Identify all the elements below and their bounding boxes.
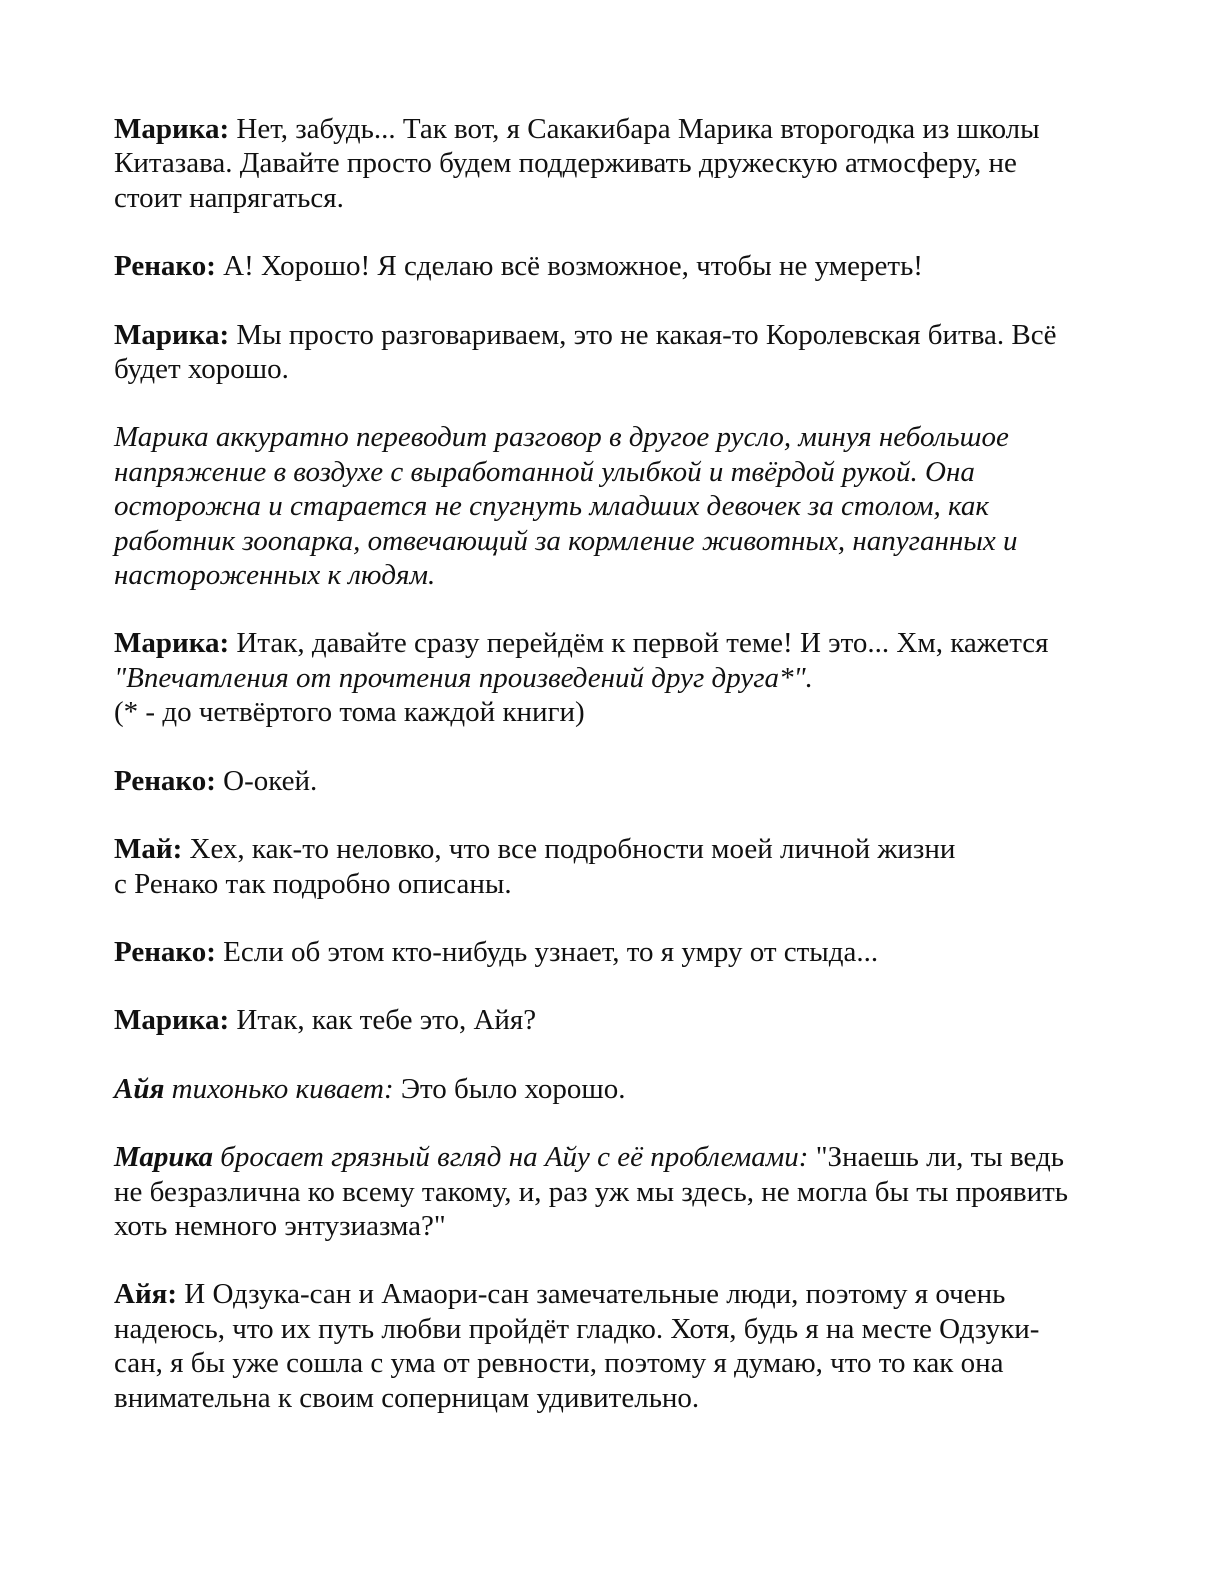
dialogue-text: Хех, как-то неловко, что все подробности моей личной жизни [182,833,956,866]
speaker-name: Айя [114,1072,165,1105]
dialogue-paragraph [114,832,1114,901]
text-line [114,1277,1114,1311]
text-line: хоть немного энтузиазма?" [114,1209,446,1242]
dialogue-text: Если об этом кто-нибудь узнает, то я умру от стыда... [215,935,879,968]
text-line: Китазава. Давайте просто будем поддерживать дружескую атмосферу, не [114,147,1017,180]
topic-title: "Впечатления от прочтения произведений друг друга*". [114,661,813,694]
dialogue-text: И Одзука-сан и Амаори-сан замечательные люди, поэтому я очень [177,1278,1006,1311]
dialogue-text: "Знаешь ли, ты ведь [808,1141,1065,1174]
dialogue-paragraph [114,935,1114,969]
text-line [114,112,1114,146]
dialogue-paragraph [114,764,1114,798]
text-line: внимательна к своим соперницам удивительно. [114,1381,700,1414]
speaker-name: Марика: [114,627,230,660]
speaker-name: Марика [114,1141,213,1174]
dialogue-paragraph [114,1277,1114,1415]
text-line: осторожна и старается не спугнуть младших девочек за столом, как [114,490,989,523]
text-line [114,764,1114,798]
text-line [114,1140,1114,1174]
text-line [114,626,1114,660]
dialogue-paragraph [114,249,1114,283]
text-line: с Ренако так подробно описаны. [114,867,512,900]
speaker-name: Ренако: [114,935,216,968]
text-line: будет хорошо. [114,353,289,386]
text-line: сан, я бы уже сошла с ума от ревности, поэтому я думаю, что то как она [114,1347,1004,1380]
dialogue-text: Нет, забудь... Так вот, я Сакакибара Марика второгодка из школы [229,113,1040,145]
text-line [114,832,1114,866]
dialogue-paragraph [114,1140,1114,1243]
dialogue-paragraph [114,318,1114,387]
text-line: стоит напрягаться. [114,181,344,214]
dialogue-paragraph [114,1072,1114,1106]
footnote: (* - до четвёртого тома каждой книги) [114,696,585,729]
stage-direction: бросает грязный вгляд на Айу с её проблемами: [212,1141,809,1174]
speaker-name: Айя: [114,1278,177,1311]
text-line [114,1003,1114,1037]
narration-paragraph [114,420,1114,592]
speaker-name: Марика: [114,318,230,351]
speaker-name: Марика: [114,113,230,145]
speaker-name: Ренако: [114,250,216,283]
speaker-name: Ренако: [114,764,216,797]
text-line [114,935,1114,969]
dialogue-text: О-окей. [215,764,318,797]
text-line [114,318,1114,352]
dialogue-paragraph [114,112,1114,215]
dialogue-paragraph [114,1003,1114,1037]
dialogue-text: А! Хорошо! Я сделаю всё возможное, чтобы не умереть! [215,250,923,283]
text-line: работник зоопарка, отвечающий за кормление животных, напуганных и [114,524,1018,557]
dialogue-text: Мы просто разговариваем, это не какая-то Королевская битва. Всё [229,318,1057,351]
text-line: напряжение в воздухе с выработанной улыбкой и твёрдой рукой. Она [114,455,975,488]
document-page [114,112,1114,1449]
dialogue-text: Итак, давайте сразу перейдём к первой теме! И это... Хм, кажется [229,627,1049,660]
text-line [114,249,1114,283]
speaker-name: Марика: [114,1004,230,1037]
text-line: не безразлична ко всему такому, и, раз уж мы здесь, не могла бы ты проявить [114,1175,1069,1208]
text-line [114,1072,1114,1106]
dialogue-paragraph [114,626,1114,729]
stage-direction: тихонько кивает: [164,1072,394,1105]
dialogue-text: Итак, как тебе это, Айя? [229,1004,537,1037]
text-line: надеюсь, что их путь любви пройдёт гладко. Хотя, будь я на месте Одзуки- [114,1312,1040,1345]
dialogue-text: Это было хорошо. [393,1072,626,1105]
speaker-name: Май: [114,833,183,866]
text-line: Марика аккуратно переводит разговор в другое русло, минуя небольшое [114,421,1009,454]
text-line: настороженных к людям. [114,559,436,592]
